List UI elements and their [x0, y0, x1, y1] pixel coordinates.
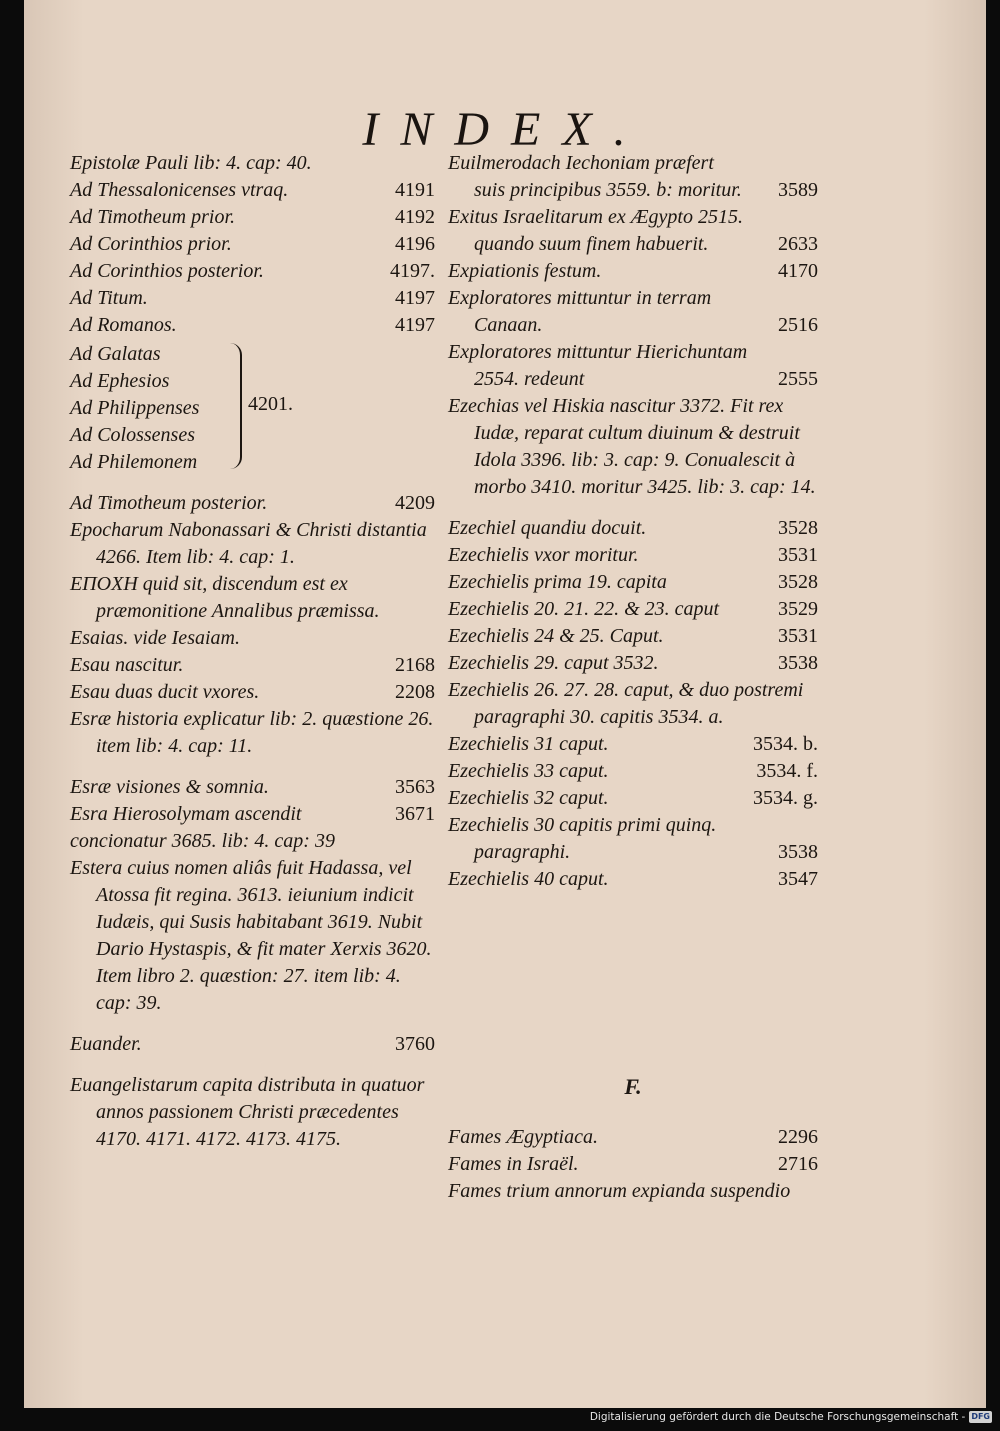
- index-entry: [448, 731, 818, 758]
- entry-number: 4192: [395, 206, 435, 228]
- entry-text: Ad Timotheum posterior.: [70, 492, 268, 514]
- entry-text: Ezechiel quandiu docuit.: [448, 517, 647, 539]
- entry-number: 4191: [395, 179, 435, 201]
- entry-text: Ezechielis 31 caput.: [448, 733, 609, 755]
- entry-text: Ad Titum.: [70, 287, 148, 309]
- entry-number: 3538: [778, 841, 818, 863]
- entry-number: 3534. f.: [756, 760, 818, 782]
- footer-text: Digitalisierung gefördert durch die Deutsche Forschungsgemeinschaft -: [589, 1411, 966, 1423]
- brace-item: Ad Colossenses: [70, 424, 195, 446]
- index-entry: [70, 855, 435, 1017]
- entry-text: Exploratores mittuntur in terram Canaan.: [448, 287, 712, 336]
- index-entry: [70, 517, 435, 571]
- entry-text: Ad Corinthios prior.: [70, 233, 232, 255]
- entry-number: 4197: [395, 287, 435, 309]
- entry-text: Ezechielis vxor moritur.: [448, 544, 639, 566]
- entry-text: Estera cuius nomen aliâs fuit Hadassa, vel Atossa fit regina. 3613. ieiunium indicit Iudæis, qui Susis habitabant 3619. Nubit Dario Hystaspis, & fit mater Xerxis 3620. Item libro 2. quæstion: 27. item lib: 4. cap: 39.: [70, 857, 432, 1014]
- index-entry: [70, 285, 435, 312]
- curly-brace: [228, 343, 242, 469]
- index-entry: [448, 339, 818, 393]
- entry-number: 2633: [778, 233, 818, 255]
- entry-text: Ezechielis 30 capitis primi quinq. paragraphi.: [448, 814, 717, 863]
- entry-text: Ezechielis 32 caput.: [448, 787, 609, 809]
- right-column: [448, 150, 818, 893]
- entry-text: Fames Ægyptiaca.: [448, 1126, 598, 1148]
- entry-number: 3529: [778, 598, 818, 620]
- entry-number: 3760: [395, 1033, 435, 1055]
- entry-text: Exitus Israelitarum ex Ægypto 2515. quando suum finem habuerit.: [448, 206, 743, 255]
- entry-number: 3589: [778, 179, 818, 201]
- index-entry: [448, 258, 818, 285]
- brace-group-number: 4201.: [248, 393, 293, 415]
- entry-text: Ad Romanos.: [70, 314, 177, 336]
- index-entry: [70, 231, 435, 258]
- entry-number: 3531: [778, 625, 818, 647]
- entry-text: Euilmerodach Iechoniam præfert suis principibus 3559. b: moritur.: [448, 152, 742, 201]
- index-entry: [70, 312, 435, 339]
- entry-text: Esau duas ducit vxores.: [70, 681, 260, 703]
- entry-text: Epocharum Nabonassari & Christi distantia 4266. Item lib: 4. cap: 1.: [70, 519, 427, 568]
- entry-number: 3528: [778, 517, 818, 539]
- entry-number: 2208: [395, 681, 435, 703]
- page-title: INDEX.: [362, 103, 648, 156]
- entry-number: 4197: [395, 314, 435, 336]
- index-entry: [70, 150, 435, 177]
- entry-text: Esræ historia explicatur lib: 2. quæstione 26. item lib: 4. cap: 11.: [70, 708, 434, 757]
- entry-number: 3547: [778, 868, 818, 890]
- index-entry: [70, 801, 435, 828]
- dfg-logo: DFG: [971, 1412, 990, 1421]
- entry-text: Ezechias vel Hiskia nascitur 3372. Fit rex Iudæ, reparat cultum diuinum & destruit Idola 3396. lib: 3. cap: 9. Conualescit à morbo 3410. moritur 3425. lib: 3. cap: 14.: [448, 395, 816, 498]
- index-entry: [70, 204, 435, 231]
- entry-text: Esau nascitur.: [70, 654, 184, 676]
- left-column: [70, 150, 435, 1153]
- entry-number: 4197.: [390, 260, 435, 282]
- index-page: [24, 0, 986, 1408]
- entry-text: Ad Thessalonicenses vtraq.: [70, 179, 289, 201]
- section-letter-f: F.: [624, 1074, 642, 1099]
- index-entry: [448, 285, 818, 339]
- entry-number: 4196: [395, 233, 435, 255]
- entry-text: Ezechielis 20. 21. 22. & 23. caput: [448, 598, 720, 620]
- entry-text: Ezechielis 26. 27. 28. caput, & duo postremi paragraphi 30. capitis 3534. a.: [448, 679, 804, 728]
- entry-text: Ezechielis 24 & 25. Caput.: [448, 625, 664, 647]
- entry-number: 3671: [395, 803, 435, 825]
- index-entry: [448, 1124, 818, 1151]
- index-entry: [70, 774, 435, 801]
- entry-text: Ad Timotheum prior.: [70, 206, 236, 228]
- entry-number: 3531: [778, 544, 818, 566]
- entry-text: Ad Corinthios posterior.: [70, 260, 264, 282]
- left-rest-entries: [70, 490, 435, 1153]
- entry-number: 4209: [395, 492, 435, 514]
- index-entry: [70, 679, 435, 706]
- index-entry: [448, 204, 818, 258]
- entry-number: 3534. g.: [753, 787, 818, 809]
- entry-number: 4170: [778, 260, 818, 282]
- index-entry: [448, 596, 818, 623]
- entry-text: ΕΠΟΧΗ quid sit, discendum est ex præmonitione Annalibus præmissa.: [70, 573, 380, 622]
- brace-item: Ad Philemonem: [70, 451, 198, 473]
- entry-text: Fames in Israël.: [448, 1153, 579, 1175]
- entry-text: Euangelistarum capita distributa in quatuor annos passionem Christi præcedentes 4170. 4171. 4172. 4173. 4175.: [70, 1074, 425, 1150]
- entry-text: Epistolæ Pauli lib: 4. cap: 40.: [70, 152, 312, 174]
- entry-text: Euander.: [70, 1033, 142, 1055]
- entry-number: 3563: [395, 776, 435, 798]
- index-entry: [448, 515, 818, 542]
- entry-number: 2296: [778, 1126, 818, 1148]
- index-entry: [70, 177, 435, 204]
- footer: [590, 1411, 992, 1423]
- brace-item: Ad Philippenses: [70, 397, 200, 419]
- index-entry: [448, 758, 818, 785]
- entry-number: 2716: [778, 1153, 818, 1175]
- index-entry: [448, 542, 818, 569]
- entry-number: 3534. b.: [753, 733, 818, 755]
- index-entry: [448, 569, 818, 596]
- entry-text: Esaias. vide Iesaiam.: [70, 627, 240, 649]
- index-entry: [70, 625, 435, 652]
- index-entry: [448, 866, 818, 893]
- entry-text: Expiationis festum.: [448, 260, 602, 282]
- index-entry: [70, 828, 435, 855]
- section-f-entries: [448, 1124, 818, 1205]
- index-entry: [448, 650, 818, 677]
- brace-group: [70, 341, 435, 476]
- index-entry: [70, 652, 435, 679]
- entry-number: 2168: [395, 654, 435, 676]
- left-top-entries: [70, 150, 435, 339]
- entry-text: Ezechielis 40 caput.: [448, 868, 609, 890]
- index-entry: [448, 393, 818, 501]
- entry-text: Fames trium annorum expianda suspendio: [448, 1180, 791, 1202]
- brace-item: Ad Galatas: [70, 343, 161, 365]
- index-entry: [448, 677, 818, 731]
- entry-text: Ezechielis 29. caput 3532.: [448, 652, 659, 674]
- index-entry: [70, 1031, 435, 1058]
- index-entry: [70, 1072, 435, 1153]
- brace-item: Ad Ephesios: [70, 370, 170, 392]
- index-entry: [448, 623, 818, 650]
- index-entry: [70, 490, 435, 517]
- entry-number: 3528: [778, 571, 818, 593]
- entry-number: 2516: [778, 314, 818, 336]
- entry-text: Esra Hierosolymam ascendit: [70, 803, 302, 825]
- entry-text: Exploratores mittuntur Hierichuntam 2554. redeunt: [448, 341, 748, 390]
- brace-group-list: [70, 341, 199, 476]
- entry-text: Ezechielis 33 caput.: [448, 760, 609, 782]
- index-entry: [448, 150, 818, 204]
- index-entry: [448, 1151, 818, 1178]
- entry-text: concionatur 3685. lib: 4. cap: 39: [70, 830, 335, 852]
- entry-text: Esræ visiones & somnia.: [70, 776, 269, 798]
- index-entry: [448, 1178, 818, 1205]
- index-entry: [70, 571, 435, 625]
- index-entry: [448, 785, 818, 812]
- entry-number: 2555: [778, 368, 818, 390]
- entry-number: 3538: [778, 652, 818, 674]
- entry-text: Ezechielis prima 19. capita: [448, 571, 667, 593]
- index-entry: [70, 706, 435, 760]
- index-entry: [70, 258, 435, 285]
- index-entry: [448, 812, 818, 866]
